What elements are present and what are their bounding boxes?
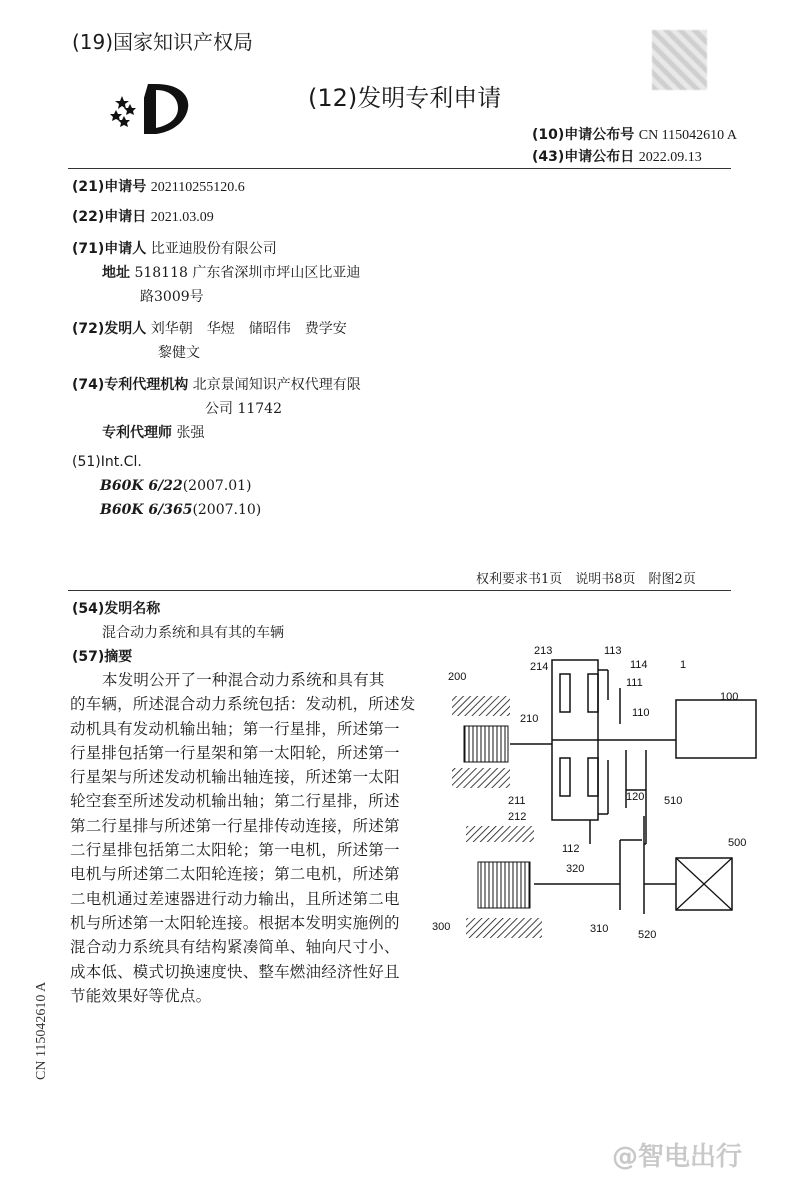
watermark: @智电出行 [612,1142,743,1172]
ipc-2-code: B60K 6/365 [100,502,193,518]
label-112: 112 [562,843,580,855]
abstract-line: 第二行星排与所述第一行星排传动连接，所述第 [70,816,400,835]
cnipa-logo [110,78,195,140]
agency-label: (74)专利代理机构 [72,377,189,393]
mid-divider [68,590,731,591]
address-label: 地址 [102,265,130,281]
label-200: 200 [448,671,467,683]
publication-number-label: (10)申请公布号 [532,127,635,143]
abstract-line: 二电机通过差速器进行动力输出，且所述第二电 [70,889,400,908]
label-310: 310 [590,923,609,935]
agent-label: 专利代理师 [102,425,172,441]
label-100: 100 [720,691,739,703]
inventors-line-1: 刘华朝 华煜 储昭伟 费学安 [150,321,347,337]
publication-date-label: (43)申请公布日 [532,149,635,165]
agency-line-1: 北京景闻知识产权代理有限 [192,377,361,393]
abstract-line: 二行星排包括第二太阳轮；第一电机，所述第一 [70,841,400,860]
address-line-2: 路3009号 [140,289,204,305]
publication-number [532,124,737,144]
ipc-classification-2 [100,502,261,518]
output-shafts [534,816,676,914]
abstract-line: 轮空套至所述发动机输出轴；第二行星排，所述 [70,792,400,811]
abstract-line: 行星排包括第一行星架和第一太阳轮，所述第一 [70,743,400,762]
abstract-line: 行星架与所述发动机输出轴连接，所述第一太阳 [70,768,400,787]
application-number-value: 202110255120.6 [150,180,245,195]
abstract-line: 成本低、模式切换速度快、整车燃油经济性好且 [70,962,400,981]
application-date-label: (22)申请日 [72,209,147,225]
application-number-label: (21)申请号 [72,179,147,195]
invention-name-label: (54)发明名称 [72,601,161,617]
ipc-1-version: (2007.01) [182,478,252,494]
first-motor-200 [452,696,510,788]
second-motor-300 [466,826,542,938]
engine-100 [676,700,756,758]
label-120: 120 [626,791,645,803]
ipc-1-code: B60K 6/22 [100,478,183,494]
label-1: 1 [680,659,687,671]
abstract-line: 混合动力系统具有结构紧凑简单、轴向尺寸小、 [70,938,400,957]
label-520: 520 [638,929,657,941]
label-111: 111 [626,677,643,689]
publication-date [532,146,702,166]
qr-code-blurred [652,30,707,90]
patent-agent [102,422,204,442]
application-date-value: 2021.03.09 [150,210,214,225]
abstract-label: (57)摘要 [72,649,133,665]
page-counts: 权利要求书1页 说明书8页 附图2页 [476,572,696,587]
applicant [72,238,277,258]
address [102,262,360,282]
label-110: 110 [632,707,650,719]
invention-name: 混合动力系统和具有其的车辆 [102,625,284,641]
label-211: 211 [508,795,526,807]
agent-value: 张强 [176,425,205,441]
publication-number-value: CN 115042610 A [638,128,738,143]
document-type: (12)发明专利申请 [308,84,502,112]
label-320: 320 [566,863,585,875]
label-213: 213 [534,645,553,657]
inventors [72,318,347,338]
label-210: 210 [520,713,539,725]
abstract-line: 机与所述第一太阳轮连接。根据本发明实施例的 [70,913,400,932]
abstract-line: 的车辆，所述混合动力系统包括：发动机，所述发 [70,695,416,714]
abstract-line: 节能效果好等优点。 [70,986,212,1005]
hybrid-system-diagram [420,640,780,950]
abstract-body [70,668,415,1008]
abstract-line: 本发明公开了一种混合动力系统和具有其 [102,671,385,689]
label-510: 510 [664,795,683,807]
applicant-label: (71)申请人 [72,241,147,257]
label-214: 214 [530,661,549,673]
differential-500 [676,858,732,910]
patent-agency [72,374,361,394]
inventors-label: (72)发明人 [72,321,147,337]
applicant-value: 比亚迪股份有限公司 [150,241,277,257]
agency-line-2: 公司 11742 [205,401,282,417]
label-300: 300 [432,921,451,933]
office-name: (19)国家知识产权局 [72,30,254,54]
inventors-line-2: 黎健文 [158,345,200,361]
ipc-classification-1 [100,478,252,494]
ipc-2-version: (2007.10) [192,502,262,518]
abstract-line: 电机与所述第二太阳轮连接；第二电机，所述第 [70,865,400,884]
int-cl-label: (51)Int.Cl. [72,454,142,470]
side-publication-number: CN 115042610 A [34,981,49,1080]
address-line-1: 518118 广东省深圳市坪山区比亚迪 [134,265,361,281]
label-212: 212 [508,811,527,823]
abstract-line: 动机具有发动机输出轴；第一行星排，所述第一 [70,719,400,738]
publication-date-value: 2022.09.13 [638,150,702,165]
application-date [72,206,214,226]
header-divider [68,168,731,169]
label-113: 113 [604,645,622,657]
application-number [72,176,245,196]
planetary-gear-sets [510,660,676,844]
label-500: 500 [728,837,747,849]
label-114: 114 [630,659,648,671]
